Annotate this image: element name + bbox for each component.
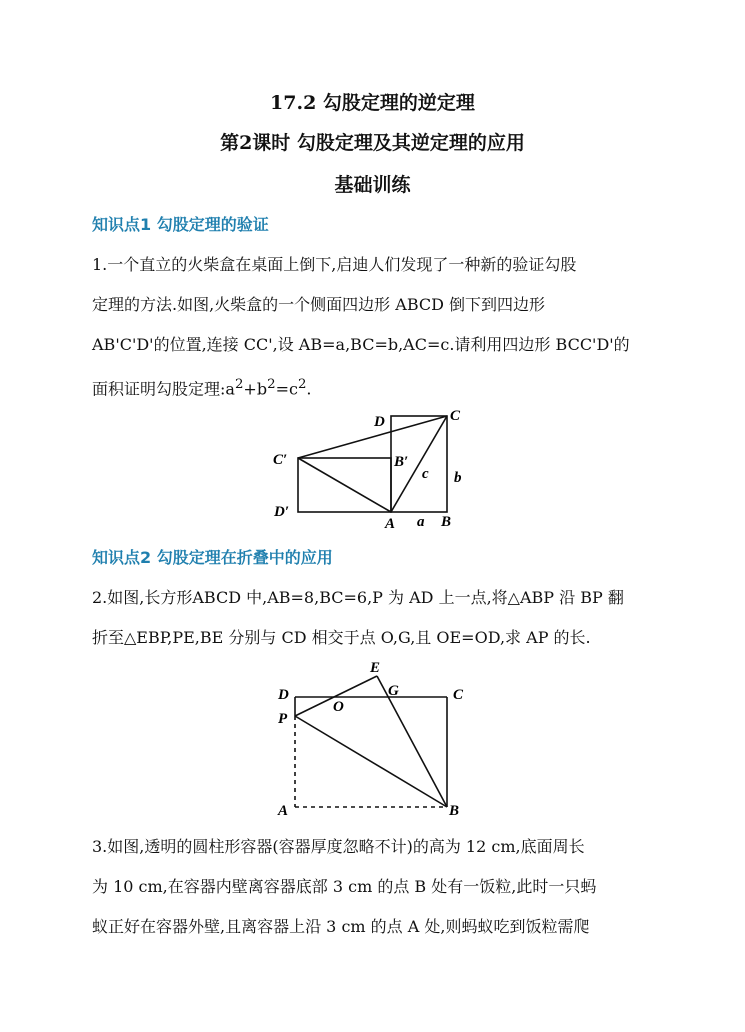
label-d-prime: D′ <box>274 504 290 520</box>
text-fragment: =c <box>275 379 298 399</box>
label-b: B <box>441 514 452 530</box>
problem-3-line: 3.如图,透明的圆柱形容器(容器厚度忽略不计)的高为 12 cm,底面周长 <box>92 837 585 856</box>
label-g: G <box>388 683 399 699</box>
text-fragment: +b <box>243 379 268 399</box>
label-side-a: a <box>417 514 425 530</box>
label-a: A <box>278 803 289 819</box>
problem-1-line: 1.一个直立的火柴盒在桌面上倒下,启迪人们发现了一种新的验证勾股 <box>92 255 577 274</box>
label-side-b: b <box>454 470 462 486</box>
segment-pb <box>295 716 447 807</box>
text-fragment: 面积证明勾股定理:a <box>92 379 235 399</box>
segment-cc <box>298 416 447 458</box>
problem-1-line: AB'C'D'的位置,连接 CC',设 AB=a,BC=b,AC=c.请利用四边形 BCC'D'的 <box>92 335 630 354</box>
problem-3-line: 蚁正好在容器外壁,且离容器上沿 3 cm 的点 A 处,则蚂蚁吃到饭粒需爬 <box>92 917 590 936</box>
label-o: O <box>333 699 344 715</box>
problem-3 <box>92 827 657 947</box>
label-c: C <box>450 408 461 424</box>
label-d: D <box>278 687 289 703</box>
figure-2-folding-diagram <box>270 655 480 823</box>
exercise-heading: 基础训练 <box>334 174 411 196</box>
text-fragment: . <box>306 379 312 399</box>
label-c: C <box>453 687 464 703</box>
problem-2 <box>92 578 657 658</box>
label-d: D <box>374 414 385 430</box>
segment-ca <box>298 458 391 512</box>
section-heading-1: 知识点1 勾股定理的验证 <box>92 215 269 234</box>
problem-1 <box>92 245 657 409</box>
superscript: 2 <box>234 377 244 392</box>
problem-2-line: 2.如图,长方形ABCD 中,AB=8,BC=6,P 为 AD 上一点,将△ABP 沿 BP 翻 <box>92 588 624 607</box>
label-b: B <box>449 803 460 819</box>
problem-2-line: 折至△EBP,PE,BE 分别与 CD 相交于点 O,G,且 OE=OD,求 AP 的长. <box>92 628 591 647</box>
label-a: A <box>385 516 396 532</box>
section-heading-2: 知识点2 勾股定理在折叠中的应用 <box>92 548 333 567</box>
label-b-prime: B′ <box>394 454 409 470</box>
label-c-prime: C′ <box>273 452 288 468</box>
figure-1-matchbox-diagram <box>270 402 480 534</box>
label-p: P <box>278 711 288 727</box>
label-e: E <box>370 660 381 676</box>
page-title: 17.2 勾股定理的逆定理 <box>270 92 475 114</box>
problem-3-line: 为 10 cm,在容器内壁离容器底部 3 cm 的点 B 处有一饭粒,此时一只蚂 <box>92 877 597 896</box>
lesson-subtitle: 第2课时 勾股定理及其逆定理的应用 <box>220 132 525 154</box>
superscript: 2 <box>267 377 276 392</box>
label-side-c: c <box>422 466 429 482</box>
problem-1-line: 定理的方法.如图,火柴盒的一个侧面四边形 ABCD 倒下到四边形 <box>92 295 546 314</box>
superscript: 2 <box>297 377 307 392</box>
